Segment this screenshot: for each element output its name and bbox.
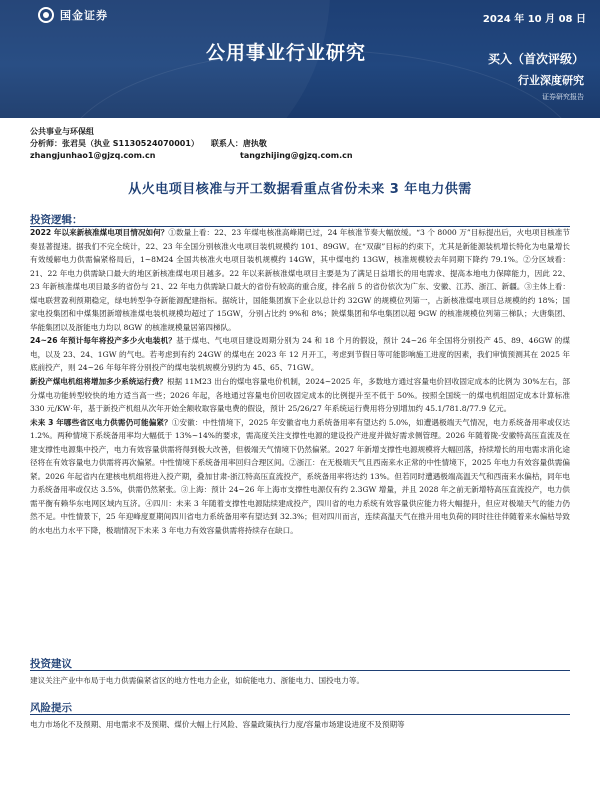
investment-rating: 买入（首次评级） <box>487 52 584 66</box>
report-category-title: 公用事业行业研究 <box>206 42 367 64</box>
report-date: 2024 年 10 月 08 日 <box>482 14 586 25</box>
paragraph-2-text: 基于煤电、气电项目建设周期分别为 24 和 18 个月的假设，预计 24~26 年全国将分别投产 45、89、46GW 的煤电，以及 23、24、1GW 的气电。若考虑到有约 24GW 的煤电在 2023 年 12 月开工，考虑到节假日等可能影响施工进度的因素，我们审慎预测其在 2025 年底前投产，则 24~26 年每年将分别投产的煤电装机规模分别约为 45、65、71GW。 <box>30 336 570 373</box>
report-subtype: 证券研究报告 <box>542 93 584 101</box>
paragraph-4-text: ①安徽：中性情境下，2025 年安徽省电力系统备用率有望达约 5.0%，如遭遇极端天气情况，电力系统备用率或仅达 1.2%。两种情境下系统备用率均大幅低于 13%~14%的要求，需高度关注支撑性电源的建设投产进度并做好需求侧管理。2026 年随着陇-安徽特高压直流及在建支撑性电源集中投产，电力有效容量供需将得到极大改善，但极端天气情境下仍然偏紧。2027 年新增支撑性电源规模将大幅回落，持续增长的用电需求消化途径将在有效容量电力供需将再次偏紧。中性情境下系统备用率回归合理区间。②浙江：在无极端天气且西南来水正常的中性情境下，2025 年电力有效容量供需偏紧。2026 年起省内在建核电机组将进入投产期，叠加甘肃-浙江特高压直流投产，系统备用率将达约 13%。但若同时遭遇极端高温天气和西南来水偏枯，同年电力系统备用率或仅达 3.5%，供需仍然紧张。③上海：预计 24~26 年上海市支撑性电源仅有约 2.3GW 增量，并且 2028 年之前无新增特高压直流投产，电力供需平衡有赖华东电网区域内互济。④四川：未来 3 年随着支撑性电源陆续建成投产，四川省的电力系统有效容量供应能力将大幅提升，但应对极端天气的能力仍然不足。中性情景下，25 年迎峰度夏期间四川省电力系统备用率有望达到 32.3%；但对四川而言，连续高温天气在推升用电负荷的同时往往伴随着来水偏枯导致的水电出力水平下降，极端情况下未来 3 年电力有效容量供需将持续存在缺口。 <box>30 417 570 536</box>
paragraph-1-text: ①数量上看：22、23 年煤电核准高峰期已过，24 年核准节奏大幅放缓。“3 个 8000 万”目标提出后，火电项目核准节奏显著提速。据我们不完全统计，22、23 年全国分别核准火电项目装机规模约 101、89GW。在“双碳”目标的约束下，尤其是新能源装机增长特化为电量增长有效缓解电力供需偏紧格局后，1~8M24 全国共核准火电项目装机规模约 14GW，其中煤电约 13GW，核准规模较去年同期下降约 79.1%。②分区域看：21、22 年电力供需缺口最大的地区新核准煤电项目越多。22 年以来新核准煤电项目主要是为了满足日益增长的用电需求、提高本地电力保障能力，因此 22、23 年新核准煤电项目最多的省份与 21、22 年电力供需缺口最大的省份有较高的重合度，排名前 5 的省份依次为广东、安徽、江苏、浙江、新疆。③主体上看：煤电联营盈利预期稳定，绿电转型争夺新能源配建指标。据统计，国能集团旗下企业以总计约 32GW 的规模位列第一，占新核准煤电项目总规模的约 18%；国家电投集团和中煤集团新增核准煤电装机规模均超过了 15GW，分别占比约 9%和 8%；陕煤集团和华电集团以超 9GW 的核准规模位列第三梯队；大唐集团、华能集团以及浙能电力均以 8GW 的核准规模量居第四梯队。 <box>30 228 570 332</box>
paragraph-3-text: 根据 11M23 出台的煤电容量电价机制，2024~2025 年，多数地方通过容量电价回收固定成本的比例为 30%左右，部分煤电功能转型较快的地方适当高一些；2026 年起，各地通过容量电价回收固定成本的比例提升至不低于 50%。按照全国统一的煤电机组固定成本计算标准 330 元/KW·年，基于新投产机组从次年开始全额收取容量电费的假设，预计 25/26/27 年系统运行费用将分别增加约 45.1/781.8/77.9 亿元。 <box>30 377 570 414</box>
analyst-name: 分析师：张君昊（执业 S1130524070001） <box>30 139 199 148</box>
report-headline: 从火电项目核准与开工数据看重点省份未来 3 年电力供需 <box>128 182 472 197</box>
section-title-risk: 风险提示 <box>30 702 72 714</box>
email-line <box>30 150 570 162</box>
paragraph-3-question: 新投产煤电机组将增加多少系统运行费？ <box>30 377 167 387</box>
brand-name: 国金证券 <box>60 9 108 22</box>
paragraph-3 <box>30 375 570 416</box>
advice-text: 建议关注产业中布局于电力供需偏紧省区的地方性电力企业，如皖能电力、浙能电力、国投电力等。 <box>30 676 365 685</box>
brand-logo-icon <box>38 7 54 23</box>
section-divider <box>30 670 570 671</box>
paragraph-1-question: 2022 年以来新核准煤电项目情况如何？ <box>30 228 169 237</box>
logic-body <box>30 226 570 538</box>
analyst-line <box>30 138 570 150</box>
brand-logo <box>38 7 108 23</box>
paragraph-1 <box>30 226 570 334</box>
risk-text: 电力市场化不及预期、用电需求不及预期、煤价大幅上行风险、容量政策执行力度/容量市场建设进度不及预期等 <box>30 720 405 729</box>
paragraph-2-question: 24~26 年预计每年将投产多少火电装机？ <box>30 336 177 346</box>
paragraph-2 <box>30 334 570 375</box>
section-title-logic: 投资逻辑： <box>30 214 83 226</box>
section-divider <box>30 714 570 715</box>
contact-email[interactable]: tangzhijing@gjzq.com.cn <box>240 151 353 160</box>
paragraph-4-question: 未来 3 年哪些省区电力供需仍可能偏紧？ <box>30 417 172 427</box>
analyst-email[interactable]: zhangjunhao1@gjzq.com.cn <box>30 151 156 160</box>
report-type: 行业深度研究 <box>518 74 584 87</box>
report-banner <box>0 0 600 118</box>
author-info <box>30 126 570 162</box>
paragraph-4 <box>30 416 570 538</box>
contact-name: 联系人：唐执敬 <box>210 139 267 148</box>
section-title-advice: 投资建议 <box>30 658 72 670</box>
team-name: 公共事业与环保组 <box>30 127 94 136</box>
